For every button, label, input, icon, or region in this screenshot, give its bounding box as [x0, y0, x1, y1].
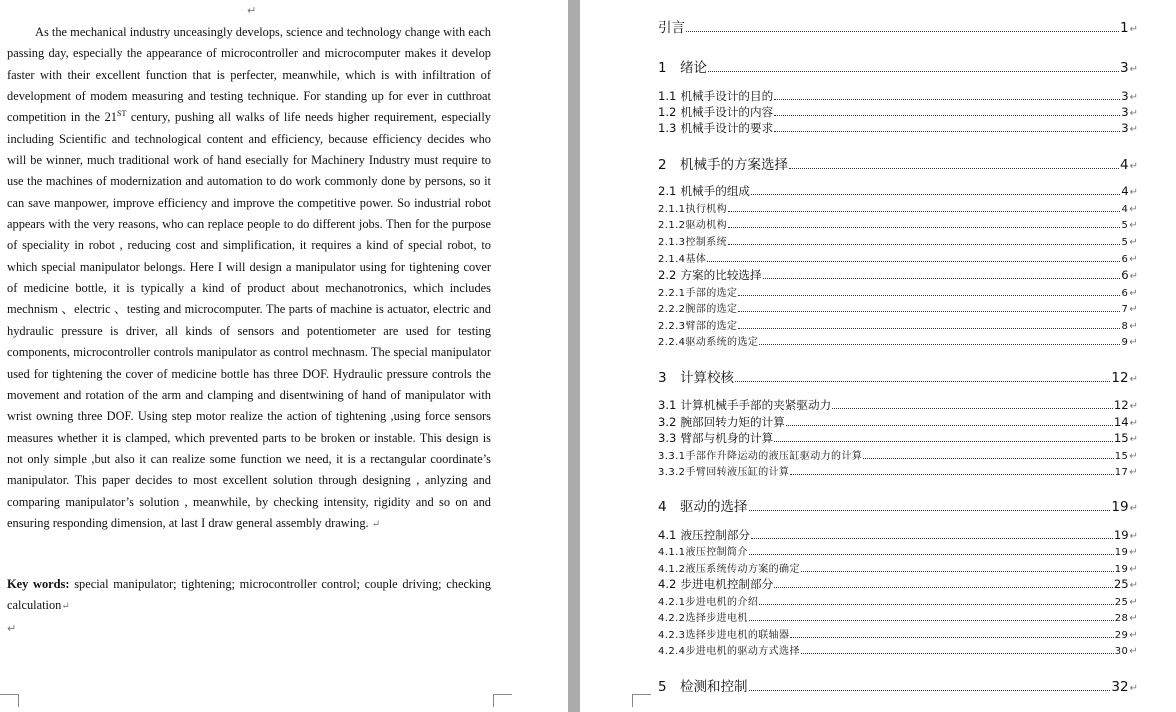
paragraph-mark: ↵	[1129, 321, 1138, 332]
toc-entry-text: 计算机械手手部的夹紧驱动力	[680, 398, 832, 412]
paragraph-mark: ↵	[1129, 161, 1138, 172]
toc-entry-number: 2.1.3	[658, 237, 686, 248]
toc-entry-title	[658, 16, 685, 36]
toc-page-number: 6	[1121, 288, 1129, 299]
toc-entry-number: 3.1	[658, 398, 677, 412]
toc-entry-number: 4.1.1	[658, 547, 686, 558]
toc-entry-number: 2.1.2	[658, 220, 686, 231]
toc-entry[interactable]	[658, 543, 1138, 558]
paragraph-mark: ↵	[1129, 204, 1138, 215]
toc-entry-number: 4	[658, 499, 667, 515]
toc-dot-leader	[763, 277, 1121, 279]
toc-entry-title	[658, 447, 862, 462]
toc-entry-text: 臂部与机身的计算	[680, 431, 774, 445]
toc-entry-number: 1.3	[658, 121, 677, 135]
toc-entry[interactable]	[658, 447, 1138, 462]
toc-entry-text: 选择步进电机的联轴器	[685, 630, 790, 641]
toc-page-number: 4	[1121, 184, 1129, 198]
toc-entry[interactable]	[658, 397, 1138, 413]
toc-entry-number: 3	[658, 370, 667, 386]
paragraph-mark: ↵	[1129, 92, 1138, 103]
paragraph-mark: ↵	[1129, 187, 1138, 198]
toc-entry-text: 绪论	[680, 60, 707, 76]
toc-entry-text: 驱动的选择	[680, 499, 748, 515]
toc-dot-leader	[749, 509, 1111, 511]
toc-entry[interactable]	[658, 183, 1138, 199]
toc-entry[interactable]	[658, 56, 1138, 76]
paragraph-mark: ↵	[1129, 434, 1138, 445]
toc-dot-leader	[774, 586, 1113, 588]
toc-page-number: 6	[1121, 268, 1129, 282]
toc-entry[interactable]	[658, 414, 1138, 430]
toc-dot-leader	[749, 619, 1114, 621]
paragraph-mark: ↵	[1129, 124, 1138, 135]
toc-entry-text: 引言	[658, 20, 685, 36]
paragraph-mark: ↵	[247, 4, 257, 17]
toc-entry-text: 控制系统	[685, 237, 728, 248]
paragraph-mark: ↵	[1129, 304, 1138, 315]
toc-page-number: 3	[1121, 89, 1129, 103]
toc-entry-text: 步进电机控制部分	[680, 577, 774, 591]
toc-page-number: 4	[1120, 157, 1129, 173]
crop-mark	[632, 694, 651, 707]
toc-entry-number: 4.1	[658, 528, 677, 542]
toc-entry-title	[658, 267, 762, 283]
toc-entry-title	[658, 56, 707, 76]
toc-dot-leader	[774, 98, 1120, 100]
toc-entry-title	[658, 397, 831, 413]
abstract-superscript: ST	[117, 109, 127, 119]
toc-entry[interactable]	[658, 576, 1138, 592]
paragraph-mark: ↵	[1129, 683, 1138, 694]
toc-dot-leader	[801, 652, 1114, 654]
toc-dot-leader	[728, 226, 1120, 228]
toc-page-number: 3	[1121, 121, 1129, 135]
toc-page-number: 3	[1120, 60, 1129, 76]
document-page-left	[0, 0, 568, 712]
toc-entry[interactable]	[658, 560, 1138, 575]
toc-entry[interactable]	[658, 16, 1138, 36]
toc-entry-title	[658, 463, 789, 478]
toc-entry[interactable]	[658, 216, 1138, 231]
toc-dot-leader	[728, 243, 1120, 245]
toc-entry-title	[658, 153, 788, 173]
toc-entry-title	[658, 609, 748, 624]
toc-entry-title	[658, 233, 727, 248]
toc-page-number: 7	[1121, 304, 1129, 315]
toc-dot-leader	[786, 424, 1113, 426]
toc-entry-title	[658, 366, 734, 386]
paragraph-mark: ↵	[1129, 254, 1138, 265]
toc-entry[interactable]	[658, 463, 1138, 478]
toc-entry-number: 2.2	[658, 268, 677, 282]
toc-page-number: 25	[1113, 577, 1129, 591]
paragraph-mark: ↵	[1129, 24, 1138, 35]
toc-dot-leader	[832, 407, 1113, 409]
toc-dot-leader	[790, 636, 1113, 638]
toc-entry-number: 2.2.3	[658, 321, 686, 332]
toc-entry[interactable]	[658, 200, 1138, 215]
toc-entry-text: 选择步进电机	[685, 613, 748, 624]
toc-page-number: 30	[1114, 646, 1129, 657]
toc-entry-text: 驱动系统的选定	[685, 337, 759, 348]
toc-entry-text: 基体	[685, 254, 707, 265]
toc-page-number: 17	[1114, 467, 1129, 478]
toc-dot-leader	[738, 294, 1120, 296]
toc-entry-number: 1.2	[658, 105, 677, 119]
toc-page-number: 5	[1121, 220, 1129, 231]
keywords-text: special manipulator; tightening; microcontroller control; couple driving; checking calculation	[7, 577, 491, 613]
toc-entry-title	[658, 300, 737, 315]
paragraph-mark: ↵	[1129, 401, 1138, 412]
toc-dot-leader	[751, 537, 1113, 539]
toc-entry[interactable]	[658, 675, 1138, 695]
toc-entry-number: 2	[658, 157, 667, 173]
toc-dot-leader	[863, 457, 1113, 459]
toc-entry[interactable]	[658, 333, 1138, 348]
paragraph-mark: ↵	[1129, 564, 1138, 575]
toc-entry-title	[658, 200, 727, 215]
abstract-paragraph	[7, 22, 491, 535]
toc-entry-title	[658, 675, 748, 695]
toc-entry-number: 2.2.4	[658, 337, 686, 348]
toc-entry-title	[658, 104, 773, 120]
paragraph-mark: ↵	[1129, 451, 1138, 462]
toc-page-number: 32	[1111, 679, 1129, 695]
crop-mark	[493, 694, 512, 707]
toc-dot-leader	[789, 167, 1119, 169]
paragraph-mark: ↵	[1129, 630, 1138, 641]
toc-page-number: 15	[1113, 431, 1129, 445]
toc-entry-text: 执行机构	[685, 204, 728, 215]
toc-entry-title	[658, 495, 748, 515]
toc-entry[interactable]	[658, 430, 1138, 446]
toc-entry[interactable]	[658, 233, 1138, 248]
toc-entry-text: 手臂回转液压缸的计算	[685, 467, 790, 478]
paragraph-mark: ↵	[1129, 467, 1138, 478]
toc-dot-leader	[728, 210, 1120, 212]
abstract-text-part-a: As the mechanical industry unceasingly develops, science and technology change with each passing day, especially the appearance of microcontroller and microcomputer makes it develop faster with their excellent function that is perfecter, meanwhile, which is with infiltration of development of modem measuring and testing technique. For standing up for ever in cutthroat competition in the 21	[7, 25, 491, 125]
toc-entry-number: 3.2	[658, 415, 677, 429]
toc-entry-title	[658, 216, 727, 231]
toc-entry[interactable]	[658, 366, 1138, 386]
toc-page-number: 3	[1121, 105, 1129, 119]
toc-dot-leader	[790, 473, 1113, 475]
toc-entry[interactable]	[658, 250, 1138, 265]
toc-entry-number: 2.1	[658, 184, 677, 198]
toc-page-number: 4	[1121, 204, 1129, 215]
paragraph-mark: ↵	[61, 601, 70, 613]
toc-entry-text: 步进电机的驱动方式选择	[685, 646, 800, 657]
paragraph-mark: ↵	[1129, 503, 1138, 514]
toc-entry-title	[658, 642, 800, 657]
toc-entry-number: 2.2.2	[658, 304, 686, 315]
toc-entry-text: 步进电机的介绍	[685, 597, 759, 608]
toc-dot-leader	[738, 310, 1120, 312]
toc-entry-number: 3.3.2	[658, 467, 686, 478]
toc-entry[interactable]	[658, 300, 1138, 315]
toc-entry-number: 1.1	[658, 89, 677, 103]
toc-entry[interactable]	[658, 527, 1138, 543]
paragraph-mark: ↵	[1129, 646, 1138, 657]
toc-page-number: 28	[1114, 613, 1129, 624]
toc-entry-text: 机械手的方案选择	[680, 157, 788, 173]
toc-entry-number: 4.2.2	[658, 613, 686, 624]
toc-entry-number: 4.2.4	[658, 646, 686, 657]
toc-dot-leader	[751, 193, 1120, 195]
toc-entry-text: 手部作升降运动的液压缸驱动力的计算	[685, 451, 863, 462]
paragraph-mark: ↵	[1129, 288, 1138, 299]
toc-page-number: 5	[1121, 237, 1129, 248]
toc-page-number: 1	[1120, 20, 1129, 36]
toc-page-number: 19	[1111, 499, 1129, 515]
abstract-body	[7, 22, 491, 535]
paragraph-mark: ↵	[1129, 64, 1138, 75]
toc-page-number: 12	[1111, 370, 1129, 386]
toc-entry-text: 腕部的选定	[685, 304, 738, 315]
toc-entry-text: 机械手设计的内容	[680, 105, 774, 119]
keywords	[7, 574, 491, 618]
toc-entry[interactable]	[658, 120, 1138, 136]
toc-dot-leader	[759, 343, 1120, 345]
toc-entry-title	[658, 576, 773, 592]
toc-entry[interactable]	[658, 626, 1138, 641]
toc-entry-text: 计算校核	[680, 370, 734, 386]
toc-entry-text: 手部的选定	[685, 288, 738, 299]
paragraph-mark: ↵	[1129, 597, 1138, 608]
toc-dot-leader	[707, 260, 1120, 262]
toc-entry[interactable]	[658, 267, 1138, 283]
toc-dot-leader	[774, 114, 1120, 116]
toc-entry-number: 2.1.1	[658, 204, 686, 215]
paragraph-mark: ↵	[371, 518, 381, 530]
paragraph-mark: ↵	[1129, 337, 1138, 348]
paragraph-mark: ↵	[1129, 220, 1138, 231]
toc-entry-number: 1	[658, 60, 667, 76]
toc-entry-number: 4.2	[658, 577, 677, 591]
paragraph-mark: ↵	[1129, 108, 1138, 119]
toc-page-number: 19	[1114, 564, 1129, 575]
toc-entry-title	[658, 333, 758, 348]
toc-entry[interactable]	[658, 317, 1138, 332]
toc-page-number: 8	[1121, 321, 1129, 332]
paragraph-mark: ↵	[1129, 237, 1138, 248]
toc-entry-title	[658, 527, 750, 543]
toc-entry-title	[658, 120, 773, 136]
toc-entry-text: 液压系统传动方案的确定	[685, 564, 800, 575]
toc-page-number: 19	[1114, 547, 1129, 558]
toc-page-number: 14	[1113, 415, 1129, 429]
toc-page-number: 12	[1113, 398, 1129, 412]
toc-entry-text: 机械手设计的目的	[680, 89, 774, 103]
paragraph-mark: ↵	[7, 622, 17, 635]
toc-entry-number: 4.1.2	[658, 564, 686, 575]
toc-entry-text: 臂部的选定	[685, 321, 738, 332]
toc-entry-title	[658, 317, 737, 332]
toc-entry-number: 3.3	[658, 431, 677, 445]
toc-entry-title	[658, 250, 706, 265]
toc-entry-text: 机械手设计的要求	[680, 121, 774, 135]
toc-page-number: 15	[1114, 451, 1129, 462]
toc-dot-leader	[774, 440, 1113, 442]
toc-entry-number: 4.2.1	[658, 597, 686, 608]
toc-dot-leader	[801, 570, 1114, 572]
toc-page-number: 6	[1121, 254, 1129, 265]
toc-dot-leader	[686, 30, 1119, 32]
toc-dot-leader	[749, 689, 1111, 691]
toc-entry-number: 5	[658, 679, 667, 695]
toc-entry-number: 4.2.3	[658, 630, 686, 641]
keywords-label: Key words:	[7, 577, 70, 591]
toc-dot-leader	[708, 70, 1119, 72]
paragraph-mark: ↵	[1129, 374, 1138, 385]
toc-dot-leader	[735, 380, 1110, 382]
toc-entry[interactable]	[658, 284, 1138, 299]
crop-mark	[0, 694, 19, 707]
toc-entry-title	[658, 560, 800, 575]
toc-entry-text: 液压控制简介	[685, 547, 748, 558]
toc-entry-text: 驱动机构	[685, 220, 728, 231]
toc-dot-leader	[774, 130, 1120, 132]
paragraph-mark: ↵	[1129, 418, 1138, 429]
toc-page-number: 9	[1121, 337, 1129, 348]
toc-entry-title	[658, 593, 758, 608]
toc-entry-text: 液压控制部分	[680, 528, 751, 542]
toc-entry-number: 2.1.4	[658, 254, 686, 265]
toc-entry-text: 检测和控制	[680, 679, 748, 695]
paragraph-mark: ↵	[1129, 613, 1138, 624]
toc-entry-text: 方案的比较选择	[680, 268, 762, 282]
toc-entry-text: 腕部回转力矩的计算	[680, 415, 785, 429]
toc-page-number: 25	[1114, 597, 1129, 608]
toc-entry[interactable]	[658, 88, 1138, 104]
toc-entry[interactable]	[658, 104, 1138, 120]
toc-entry-title	[658, 88, 773, 104]
toc-dot-leader	[759, 603, 1113, 605]
toc-entry[interactable]	[658, 642, 1138, 657]
paragraph-mark: ↵	[1129, 271, 1138, 282]
paragraph-mark: ↵	[1129, 531, 1138, 542]
document-page-right	[580, 0, 1176, 712]
toc-entry[interactable]	[658, 609, 1138, 624]
toc-entry[interactable]	[658, 593, 1138, 608]
toc-entry-title	[658, 626, 789, 641]
toc-entry-title	[658, 543, 748, 558]
toc-entry[interactable]	[658, 495, 1138, 515]
toc-entry-title	[658, 430, 773, 446]
toc-entry-number: 3.3.1	[658, 451, 686, 462]
toc-page-number: 29	[1114, 630, 1129, 641]
toc-entry-number: 2.2.1	[658, 288, 686, 299]
paragraph-mark: ↵	[1129, 547, 1138, 558]
toc-entry-title	[658, 414, 785, 430]
abstract-text-part-b: century, pushing all walks of life needs higher requirement, especially including Scientific and technological content and efficiency, because efficiency decides who will be winner, much traditional work of hand esecially for Machinery Industry must require to use the machines of modernization and automation to do work commonly done by persons, so it can save manpower, improve efficiency and improve the competitive power. So industrial robot appears with the very reasons, who can replace people to do different jobs. Then for the purpose of speciality in robot , reducing cost and simplification, it requires a kind of special robot, to which special manipulator belongs. Here I will design a manipulator using for tightening cover of medicine bottle, it is typically a kind of product about mechanotronics, which includes mechnism 、electric 、testing and microcomputer. The parts of machine is actuator, electric and hydraulic pressure is driver, all kinds of sensors and potentiometer are used for testing components, microcontroller controls manipulator as control mechnasm. The special manipulator used for tightening the cover of medicine bottle has three DOF. Hydraulic pressure controls the movement and rotation of the arm and clamping and disentwining of hand of manipulator with wrist owning three DOF. Using step motor realize the action of tightening ,using force sensors measures whether it is clamped, which prevented parts to be broken or instable. This design is not only simple ,but also it can realize some function we need, it is a rectangular coordinate’s manipulator. This paper decides to most excellent solution through designing , anlyzing and comparing manipulator’s solution , meanwhile, by checking intensity, rigidity and so on and ensuring responding dimension, at last I draw general assembly drawing.	[7, 110, 491, 530]
toc-dot-leader	[749, 553, 1114, 555]
toc-entry-text: 机械手的组成	[680, 184, 751, 198]
toc-dot-leader	[738, 327, 1120, 329]
toc-entry-title	[658, 183, 750, 199]
paragraph-mark: ↵	[1129, 580, 1138, 591]
toc-entry[interactable]	[658, 153, 1138, 173]
toc-entry-title	[658, 284, 737, 299]
toc-page-number: 19	[1113, 528, 1129, 542]
